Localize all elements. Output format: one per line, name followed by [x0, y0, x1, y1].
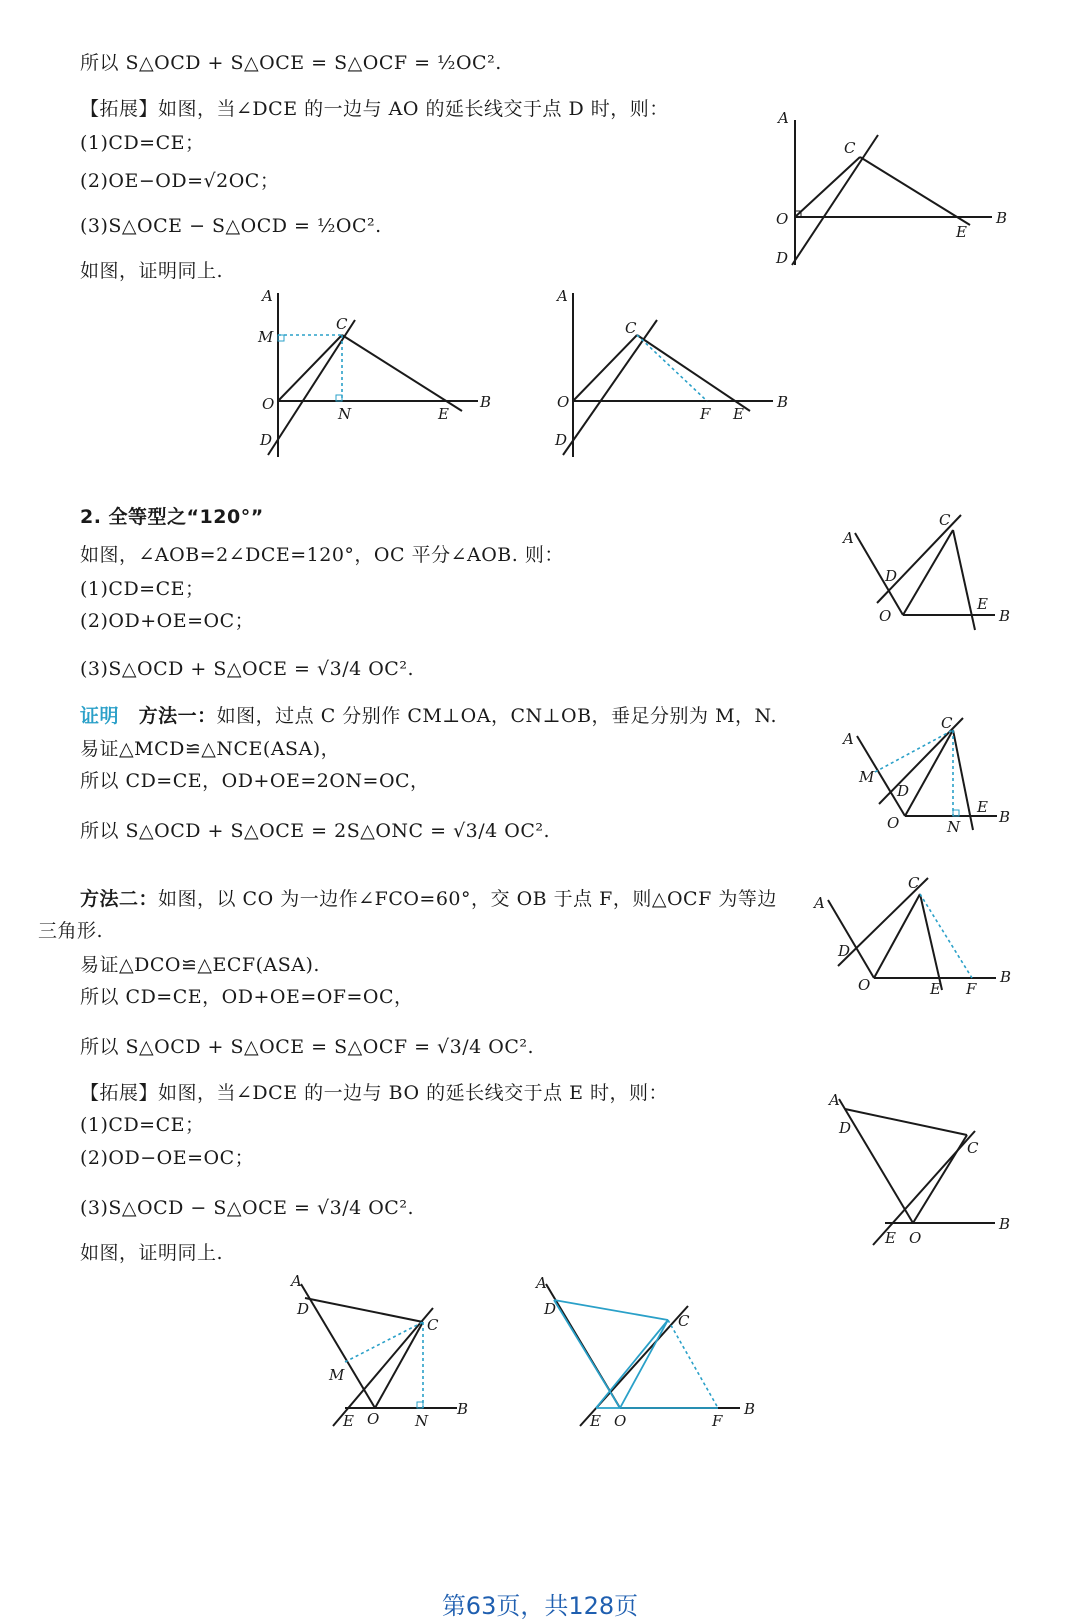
line-5-text: (3)S△OCE − S△OCD = ½OC².	[80, 215, 382, 237]
method-two-label: 方法二：	[80, 888, 159, 910]
line-4-text: (2)OE−OD=√2OC；	[80, 170, 280, 192]
text-line-1	[80, 50, 502, 76]
label-F: F	[700, 405, 711, 423]
label-E: E	[885, 1229, 896, 1247]
text-line-16	[80, 886, 777, 912]
figure-ext90-mn	[250, 285, 510, 465]
text-line-23	[80, 1145, 254, 1171]
label-A: A	[843, 730, 854, 748]
line-10-text: (2)OD+OE=OC；	[80, 610, 255, 632]
label-D: D	[839, 1119, 852, 1137]
figure-120-ext-mn	[285, 1270, 485, 1435]
label-E: E	[343, 1412, 354, 1430]
text-line-14	[80, 768, 430, 794]
label-A: A	[778, 109, 789, 127]
text-line-10	[80, 608, 254, 634]
label-O: O	[614, 1412, 627, 1430]
label-E: E	[956, 223, 967, 241]
section-heading-text: 2. 全等型之“120°”	[80, 506, 264, 528]
figure-120	[835, 505, 1025, 635]
label-C: C	[908, 874, 920, 892]
label-N: N	[415, 1412, 429, 1430]
label-B: B	[996, 209, 1008, 227]
label-D: D	[776, 249, 789, 267]
text-line-9	[80, 576, 205, 602]
label-N: N	[947, 818, 961, 836]
label-O: O	[776, 210, 789, 228]
label-B: B	[999, 607, 1011, 625]
label-D: D	[260, 431, 273, 449]
label-D: D	[897, 782, 910, 800]
text-line-2	[80, 96, 669, 122]
text-line-6	[80, 258, 223, 284]
text-line-18	[80, 952, 320, 978]
label-E: E	[590, 1412, 601, 1430]
label-C: C	[625, 319, 637, 337]
text-line-4	[80, 168, 279, 194]
label-C: C	[941, 714, 953, 732]
label-A: A	[829, 1091, 840, 1109]
figure-120-f	[808, 872, 1028, 1002]
label-C: C	[939, 511, 951, 529]
label-A: A	[814, 894, 825, 912]
label-C: C	[844, 139, 856, 157]
label-M: M	[859, 768, 875, 786]
label-O: O	[858, 976, 871, 994]
label-F: F	[712, 1412, 723, 1430]
line-22-text: (1)CD=CE；	[80, 1114, 205, 1136]
label-D: D	[544, 1300, 557, 1318]
text-line-24	[80, 1195, 414, 1221]
label-A: A	[291, 1272, 302, 1290]
line-11-text: (3)S△OCD + S△OCE = √3/4 OC².	[80, 658, 414, 680]
line-9-text: (1)CD=CE；	[80, 578, 205, 600]
proof-label: 证明	[80, 705, 120, 727]
text-line-22	[80, 1112, 205, 1138]
label-B: B	[999, 808, 1011, 826]
label-A: A	[843, 529, 854, 547]
label-A: A	[536, 1274, 547, 1292]
label-C: C	[967, 1139, 979, 1157]
label-O: O	[262, 395, 275, 413]
line-14-text: 所以 CD=CE，OD+OE=2ON=OC，	[80, 770, 430, 792]
line-8-text: 如图，∠AOB=2∠DCE=120°，OC 平分∠AOB. 则：	[80, 544, 564, 566]
method-one-label: 方法一：	[138, 705, 217, 727]
line-6-text: 如图，证明同上.	[80, 260, 224, 282]
text-line-5	[80, 213, 382, 239]
line-13-text: 易证△MCD≌△NCE(ASA)，	[80, 738, 341, 760]
label-B: B	[999, 1215, 1011, 1233]
figure-ext90-f	[545, 285, 805, 465]
text-line-21	[80, 1080, 668, 1106]
label-E: E	[733, 405, 744, 423]
line-16-text: 如图，以 CO 为一边作∠FCO=60°，交 OB 于点 F，则△OCF 为等边	[158, 888, 777, 910]
label-D: D	[885, 567, 898, 585]
line-18-text: 易证△DCO≌△ECF(ASA).	[80, 954, 320, 976]
label-O: O	[887, 814, 900, 832]
label-O: O	[909, 1229, 922, 1247]
label-C: C	[336, 315, 348, 333]
figure-120-ext-f	[530, 1270, 770, 1435]
label-F: F	[966, 980, 977, 998]
label-A: A	[557, 287, 568, 305]
line-20-text: 所以 S△OCD + S△OCE = S△OCF = √3/4 OC².	[80, 1036, 535, 1058]
label-E: E	[930, 980, 941, 998]
label-B: B	[457, 1400, 469, 1418]
section-heading	[80, 504, 264, 530]
text-line-12	[80, 703, 777, 729]
label-O: O	[557, 393, 570, 411]
text-line-17	[38, 918, 103, 944]
label-A: A	[262, 287, 273, 305]
label-M: M	[258, 328, 274, 346]
figure-120-mn	[835, 712, 1025, 842]
label-E: E	[977, 798, 988, 816]
label-M: M	[329, 1366, 345, 1384]
line-17-text: 三角形.	[38, 920, 104, 942]
line-12-text: 如图，过点 C 分别作 CM⊥OA，CN⊥OB，垂足分别为 M，N.	[216, 705, 777, 727]
text-line-8	[80, 542, 564, 568]
line-23-text: (2)OD−OE=OC；	[80, 1147, 255, 1169]
label-B: B	[744, 1400, 756, 1418]
figure-120-ext	[825, 1085, 1025, 1255]
label-E: E	[977, 595, 988, 613]
label-D: D	[297, 1300, 310, 1318]
label-C: C	[427, 1316, 439, 1334]
label-O: O	[879, 607, 892, 625]
label-N: N	[338, 405, 352, 423]
label-B: B	[1000, 968, 1012, 986]
text-line-19	[80, 984, 414, 1010]
line-21-text: 【拓展】如图，当∠DCE 的一边与 BO 的延长线交于点 E 时，则：	[80, 1082, 669, 1104]
line-3-text: (1)CD=CE；	[80, 132, 205, 154]
line-2-text: 【拓展】如图，当∠DCE 的一边与 AO 的延长线交于点 D 时，则：	[80, 98, 669, 120]
line-24-text: (3)S△OCD − S△OCE = √3/4 OC².	[80, 1197, 414, 1219]
page-footer: 第63页，共128页	[441, 1592, 639, 1620]
line-25-text: 如图，证明同上.	[80, 1242, 224, 1264]
line-15-text: 所以 S△OCD + S△OCE = 2S△ONC = √3/4 OC².	[80, 820, 551, 842]
label-B: B	[480, 393, 492, 411]
label-D: D	[838, 942, 851, 960]
text-line-25	[80, 1240, 223, 1266]
line-1-text: 所以 S△OCD + S△OCE = S△OCF = ½OC².	[80, 52, 502, 74]
label-C: C	[678, 1312, 690, 1330]
label-O: O	[367, 1410, 380, 1428]
text-line-15	[80, 818, 550, 844]
text-line-3	[80, 130, 205, 156]
text-line-13	[80, 736, 340, 762]
figure-ext90	[770, 105, 1030, 275]
label-B: B	[777, 393, 789, 411]
label-D: D	[555, 431, 568, 449]
line-19-text: 所以 CD=CE，OD+OE=OF=OC，	[80, 986, 414, 1008]
text-line-20	[80, 1034, 534, 1060]
label-E: E	[438, 405, 449, 423]
text-line-11	[80, 656, 414, 682]
